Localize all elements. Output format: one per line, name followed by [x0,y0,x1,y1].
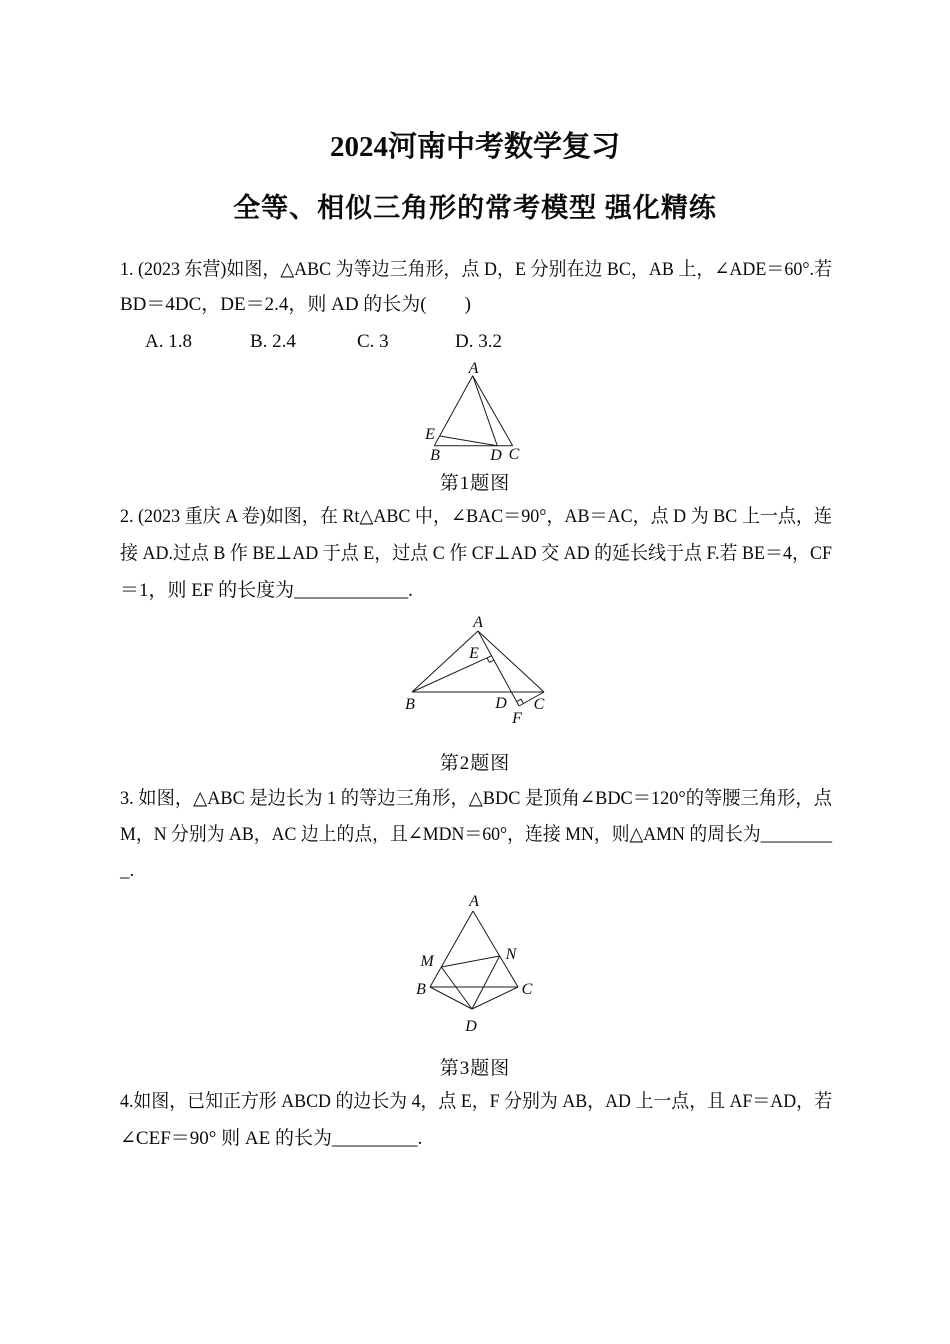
fig2-label-d: D [495,695,507,712]
fig3-segment-md [441,967,472,1009]
question-2-line-3: ＝1，则 EF 的长度为____________. [120,580,413,601]
question-4-line-1: 4.如图，已知正方形 ABCD 的边长为 4，点 E，F 分别为 AB，AD 上一点，且 AF＝AD，若 [120,1091,832,1112]
page-title: 2024河南中考数学复习 [329,131,620,163]
fig2-side-ab [412,631,478,692]
fig2-label-f: F [512,710,522,727]
fig1-label-a: A [468,360,479,377]
question-1-option-b: B. 2.4 [250,331,296,352]
fig1-label-d: D [490,447,502,464]
question-1-option-a: A. 1.8 [145,331,192,352]
figure-2-drawing [393,613,568,731]
fig2-label-c: C [533,696,545,713]
fig2-label-a: A [473,614,483,631]
figure-2-caption: 第2题图 [439,753,511,774]
fig2-segment-be [412,656,492,692]
fig1-segment-ad [473,376,498,446]
figure-3-caption: 第3题图 [439,1058,511,1079]
fig1-segment-ed [440,436,498,446]
question-1-option-c: C. 3 [357,331,389,352]
figure-1-drawing [398,360,533,470]
fig2-label-e: E [469,645,479,662]
fig1-side-ac [473,376,513,446]
fig1-label-e: E [425,426,435,443]
fig3-label-d: D [465,1018,477,1035]
question-3-line-2: M，N 分别为 AB，AC 边上的点，且∠MDN＝60°，连接 MN，则△AMN 的周长为________ [120,824,832,845]
question-1-line-1: 1. (2023 东营)如图，△ABC 为等边三角形，点 D，E 分别在边 BC，AB 上，∠ADE＝60°.若 [120,259,832,280]
figure-3-drawing [406,893,551,1045]
page-subtitle: 全等、相似三角形的常考模型 强化精练 [233,193,717,223]
question-4-line-2: ∠CEF＝90° 则 AE 的长为_________. [120,1128,423,1149]
fig3-segment-mn [441,956,499,967]
question-3-line-1: 3. 如图，△ABC 是边长为 1 的等边三角形，△BDC 是顶角∠BDC＝120°的等腰三角形，点 [120,788,832,809]
fig3-segment-bd [430,987,472,1009]
fig3-label-m: M [420,953,434,970]
fig2-label-b: B [405,696,415,713]
question-2-line-1: 2. (2023 重庆 A 卷)如图，在 Rt△ABC 中，∠BAC＝90°，AB＝AC，点 D 为 BC 上一点，连 [120,506,832,527]
fig3-label-n: N [505,946,517,963]
fig1-label-b: B [430,447,440,464]
fig3-segment-nd [472,956,500,1009]
fig3-label-b: B [416,981,426,998]
question-1-line-2: BD＝4DC，DE＝2.4，则 AD 的长为( ) [120,294,471,315]
fig3-label-a: A [469,893,479,910]
fig3-side-ab [430,911,473,987]
question-1-option-d: D. 3.2 [455,331,502,352]
fig1-label-c: C [508,446,520,463]
fig2-side-ac [478,631,544,692]
question-2-line-2: 接 AD.过点 B 作 BE⊥AD 于点 E，过点 C 作 CF⊥AD 交 AD 的延长线于点 F.若 BE＝4，CF [120,543,832,564]
fig3-segment-cd [472,987,518,1009]
question-3-line-3: _. [120,860,135,881]
figure-1-caption: 第1题图 [439,473,511,494]
fig3-label-c: C [521,981,533,998]
fig1-side-ab [434,376,472,446]
